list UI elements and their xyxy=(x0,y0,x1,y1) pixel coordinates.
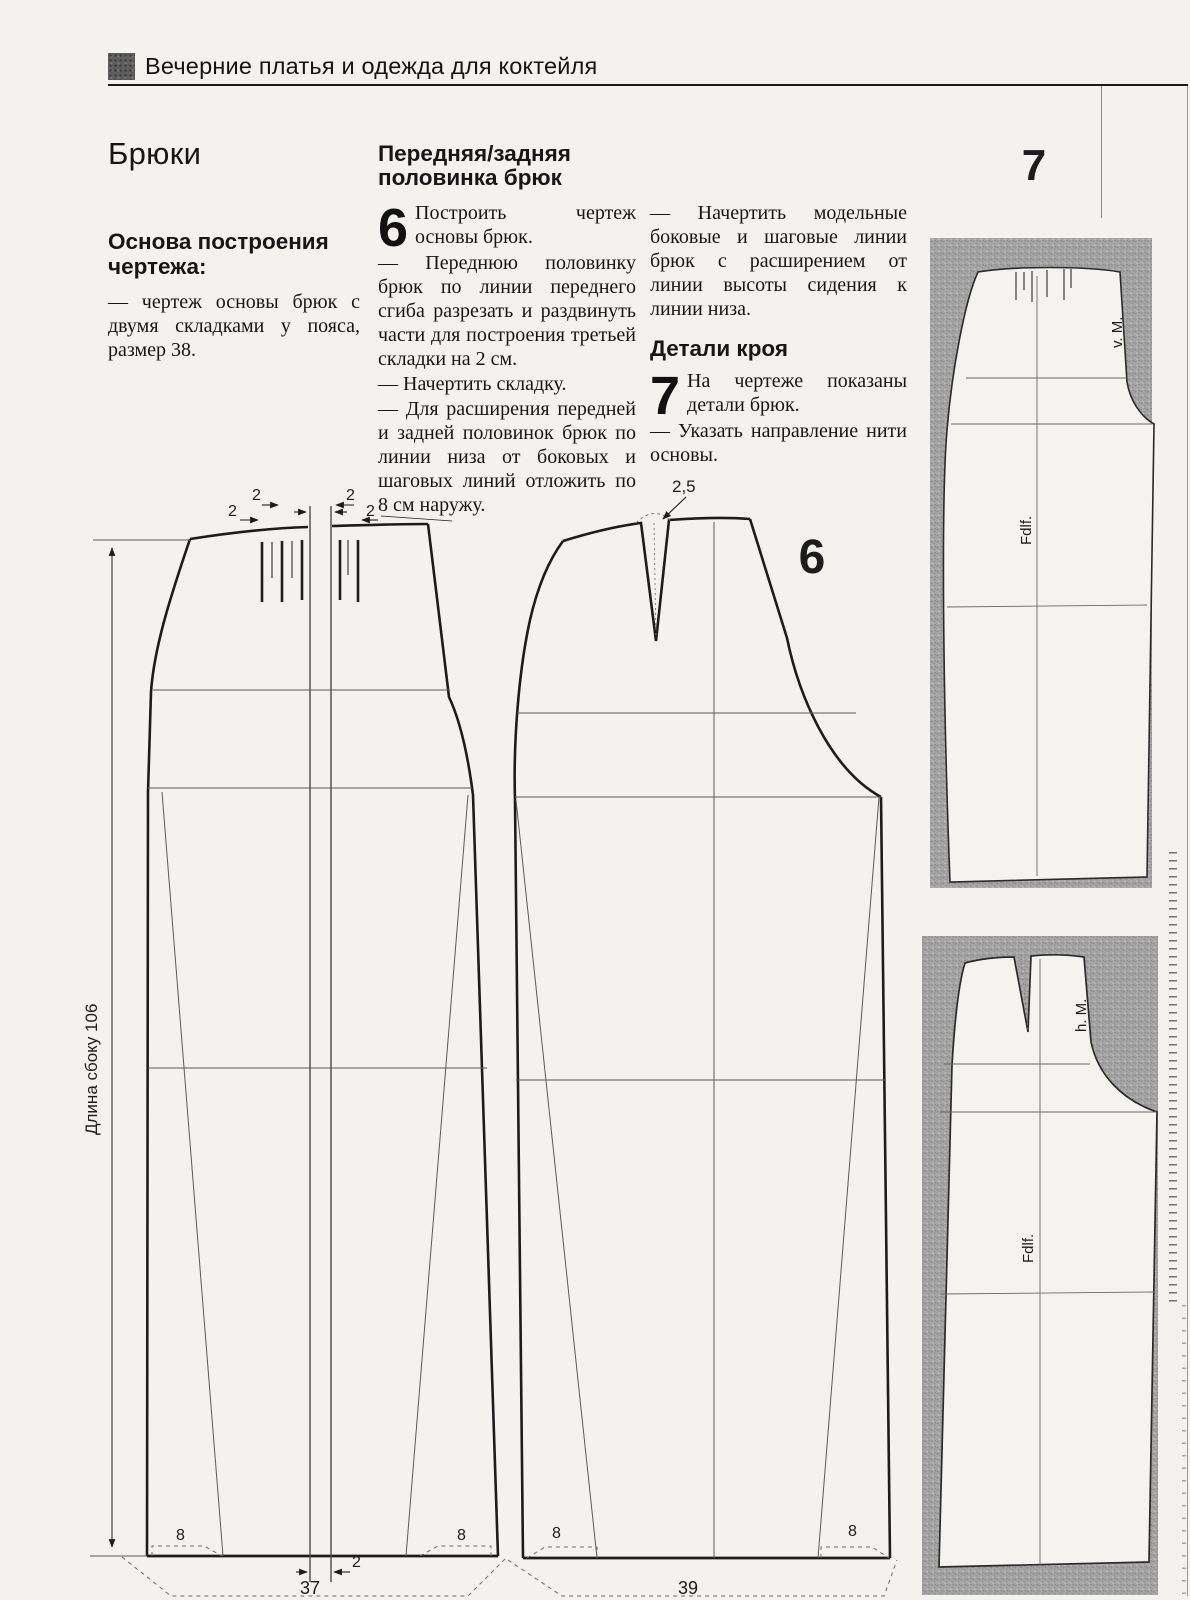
pleat-dim-2: 2 xyxy=(252,487,261,504)
front-taper-left xyxy=(162,792,223,1556)
hem-ext-back-right: 8 xyxy=(848,1523,857,1540)
figure7-back-diagram xyxy=(922,936,1158,1595)
back-grain-line-label: Fdlf. xyxy=(1020,1233,1037,1263)
page-header xyxy=(108,53,597,80)
back-side-seam xyxy=(515,541,563,1558)
middle-column xyxy=(378,142,636,517)
step7-text: На чертеже показаны детали брюк. xyxy=(687,370,907,417)
back-taper-right xyxy=(818,797,879,1558)
hem-ext-front-right: 8 xyxy=(457,1527,466,1544)
cut-front-piece xyxy=(943,268,1154,883)
dart-width-label: 2,5 xyxy=(672,477,696,496)
header-rule xyxy=(108,84,1188,86)
right-bullet-1: — Начертить модельные боковые и шаговые линии брюк с расширением от линии высоты сидения к линии низа. xyxy=(650,202,907,320)
fig7-number: 7 xyxy=(1021,141,1047,190)
left-body: — чертеж основы брюк с двумя складками у пояса, размер 38. xyxy=(108,290,360,361)
front-waist-right xyxy=(332,524,428,526)
back-center-line-label: h. M. xyxy=(1073,998,1090,1032)
front-taper-right xyxy=(406,795,468,1556)
left-column xyxy=(108,136,360,362)
pleat-dim-1: 2 xyxy=(228,503,237,520)
front-crotch-inseam xyxy=(428,524,498,1556)
middle-bullet-1: — Переднюю половинку брюк по линии переднего сгиба разрезать и раздвинуть части для построения третьей складки на 2 см. xyxy=(378,251,636,370)
middle-bullet-2: — Начертить складку. xyxy=(378,372,567,395)
left-subheading: Основа построения чертежа: xyxy=(108,229,329,279)
front-center-line-label: v. M. xyxy=(1109,316,1126,348)
back-hem-width: 39 xyxy=(678,1578,699,1598)
hem-ext-front-left: 8 xyxy=(176,1527,185,1544)
middle-bullet-3: — Для расширения передней и задней половинок брюк по линии низа от боковых и шаговых линий отложить по 8 см наружу. xyxy=(378,397,636,516)
step6-paragraph xyxy=(378,197,636,258)
pleat-dim-4: 2 xyxy=(366,503,375,520)
dart-fold-arc xyxy=(636,513,671,523)
page-edge-line xyxy=(1187,86,1188,1596)
front-waist-left xyxy=(190,527,308,539)
back-inseam xyxy=(881,797,890,1558)
middle-heading: Передняя/задняя половинка брюк xyxy=(378,141,571,191)
side-length-label: Длина сбоку 106 xyxy=(82,1003,101,1135)
step7-paragraph xyxy=(650,366,907,427)
step6-number: 6 xyxy=(378,197,409,258)
figure6-front-half xyxy=(90,505,506,1596)
figure6-back-half xyxy=(508,497,897,1596)
fig6-number: 6 xyxy=(798,531,826,584)
step7-number: 7 xyxy=(650,366,681,427)
section-title: Вечерние платья и одежда для коктейля xyxy=(145,53,598,79)
front-side-seam xyxy=(147,539,190,1556)
back-waist-and-dart xyxy=(563,518,750,641)
right-bullet-2: — Указать направление нити основы. xyxy=(650,420,907,467)
right-column xyxy=(650,200,907,467)
gap-width-bottom: 2 xyxy=(352,1554,361,1571)
column-divider xyxy=(1101,86,1102,218)
right-heading: Детали кроя xyxy=(650,336,789,361)
step6-text: Построить чертеж основы брюк. xyxy=(415,201,636,248)
hem-ext-back-left: 8 xyxy=(552,1525,561,1542)
section-swatch-icon xyxy=(108,53,135,80)
article-title: Брюки xyxy=(108,136,202,171)
front-grain-line-label: Fdlf. xyxy=(1018,515,1035,545)
back-taper-left xyxy=(516,800,597,1558)
dart-leader xyxy=(663,497,686,519)
front-hem-width: 37 xyxy=(300,1578,321,1598)
pleat-dim-3: 2 xyxy=(346,487,355,504)
